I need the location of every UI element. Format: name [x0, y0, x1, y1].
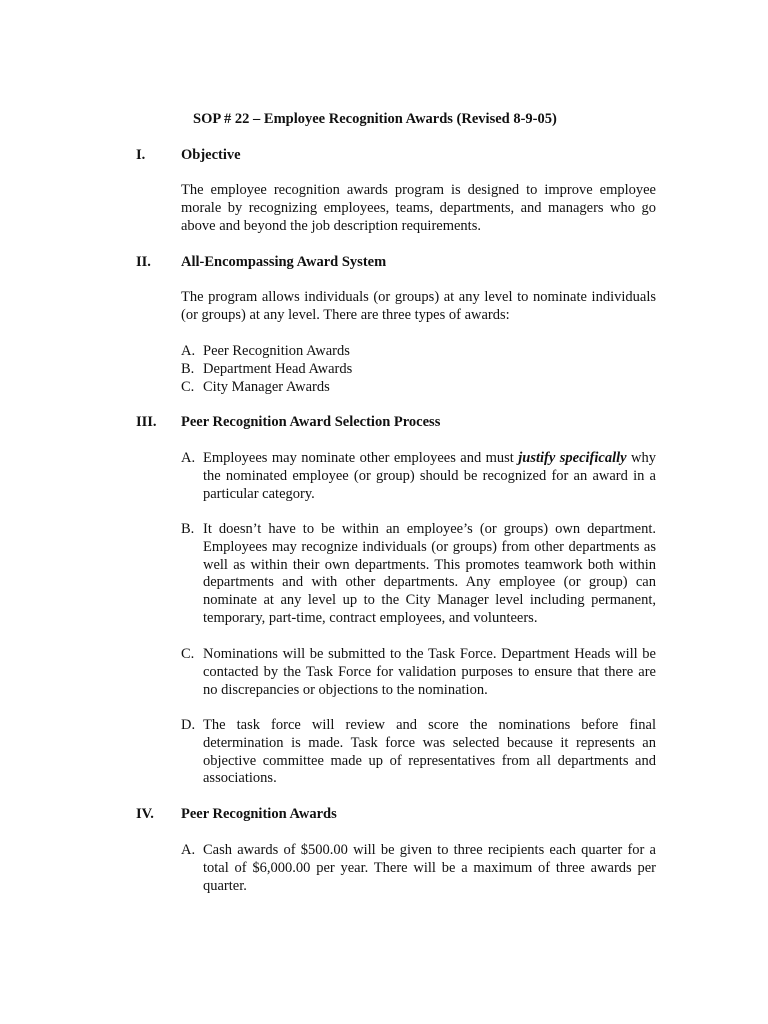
text-segment: why the nominated employee (or group) should be recognized for an award in a particular category. — [203, 450, 656, 502]
list-item-text: Cash awards of $500.00 will be given to three recipients each quarter for a total of $6,000.00 per year. There will be a maximum of three awards per quarter. — [203, 842, 656, 894]
section-number: IV. — [136, 806, 154, 822]
award-types-list — [181, 343, 656, 396]
list-marker: A. — [181, 450, 196, 466]
list-marker: B. — [181, 521, 195, 537]
list-item-text: City Manager Awards — [203, 378, 330, 395]
list-item — [181, 842, 656, 895]
award-system-paragraph: The program allows individuals (or groups) at any level to nominate individuals (or groups) at any level. There are three types of awards: — [181, 289, 656, 323]
list-item-text: Department Head Awards — [203, 360, 353, 377]
list-item — [181, 343, 656, 361]
text-segment: Employees may nominate other employees and must — [203, 450, 519, 466]
list-marker: C. — [181, 646, 195, 662]
selection-process-item-d — [181, 717, 656, 788]
list-marker: D. — [181, 717, 196, 733]
selection-process-item-a — [181, 450, 656, 503]
list-item-text: Nominations will be submitted to the Task Force. Department Heads will be contacted by the Task Force for validation purposes to ensure that there are no discrepancies or objections to the nomination. — [203, 646, 656, 698]
list-item — [181, 717, 656, 788]
section-number: II. — [136, 254, 151, 270]
section-heading-objective: Objective — [181, 147, 241, 163]
list-item-text: Peer Recognition Awards — [203, 343, 350, 359]
list-item — [181, 450, 656, 503]
list-marker: A. — [181, 842, 196, 858]
list-item-text — [203, 450, 656, 503]
list-item-text: The task force will review and score the nominations before final determination is made. Task force was selected because it represents an objective committee made up of representatives from all departments and associations. — [203, 717, 656, 787]
section-heading-peer-awards: Peer Recognition Awards — [181, 806, 337, 822]
emphasized-text: justify specifically — [518, 450, 627, 466]
section-number: I. — [136, 147, 146, 163]
list-marker: C. — [181, 378, 195, 395]
section-heading-selection-process: Peer Recognition Award Selection Process — [181, 414, 441, 430]
document-title: SOP # 22 – Employee Recognition Awards (Revised 8-9-05) — [193, 111, 557, 127]
list-item — [181, 521, 656, 628]
section-heading-award-system: All-Encompassing Award System — [181, 254, 387, 270]
selection-process-item-b — [181, 521, 656, 628]
selection-process-item-c — [181, 646, 656, 699]
peer-awards-item-a — [181, 842, 656, 895]
list-item — [181, 361, 656, 379]
list-item-text: It doesn’t have to be within an employee’s (or groups) own department. Employees may recognize individuals (or groups) from other departments as well as within their own departments. This promotes teamwork both within departments and with other departments. Any employee (or group) can nominate at any level up to the City Manager level including permanent, temporary, part-time, contract employees, and volunteers. — [203, 521, 656, 626]
objective-paragraph: The employee recognition awards program is designed to improve employee morale by recognizing employees, teams, departments, and managers who go above and beyond the job description requirements. — [181, 182, 656, 234]
list-item — [181, 646, 656, 699]
list-marker: A. — [181, 343, 196, 359]
section-number: III. — [136, 414, 157, 430]
list-item — [181, 379, 656, 397]
list-marker: B. — [181, 360, 195, 377]
